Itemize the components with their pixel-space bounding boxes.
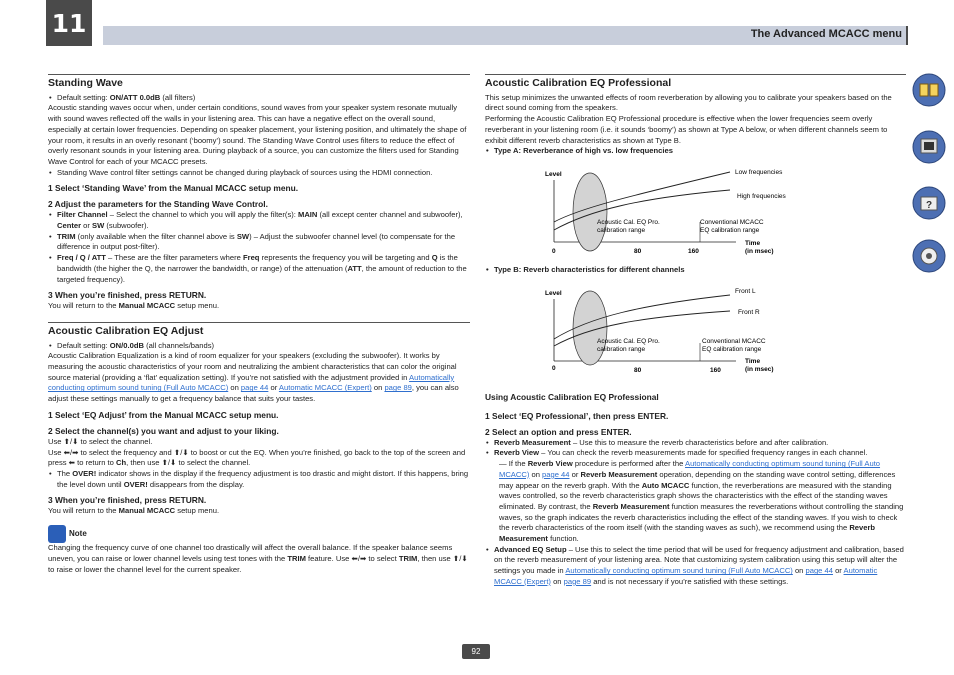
- sw-filter-channel: • Filter Channel – Select the channel to which you will apply the filter(s): MAIN (all except center channel and subwoofer), Center or SW (subwoofer).: [48, 210, 470, 231]
- chart-b-front-l-label: Front L: [735, 288, 756, 295]
- link-auto-mcacc-expert-2[interactable]: Automatic MCACC (Expert): [494, 566, 878, 586]
- chart-a-tick-160-label: 160: [688, 248, 699, 255]
- link-page-44[interactable]: page 44: [240, 383, 269, 393]
- pro-step-1: 1 Select ‘EQ Professional’, then press ENTER.: [485, 410, 669, 421]
- chapter-number: 11: [46, 0, 92, 46]
- right-column: [485, 74, 906, 157]
- eq-step-2: 2 Select the channel(s) you want and adjust to your liking.: [48, 425, 279, 436]
- chart-a-conv2: EQ calibration range: [700, 227, 760, 234]
- chart-a-acal: Acoustic Cal. EQ Pro.: [597, 219, 660, 226]
- remote-control-icon[interactable]: [912, 130, 946, 164]
- right-column-lower: [485, 392, 906, 588]
- sw-return: You will return to the Manual MCACC setup menu.: [48, 301, 220, 311]
- chart-b-level: Level: [545, 290, 562, 297]
- eq-step-1: 1 Select ‘EQ Adjust’ from the Manual MCACC setup menu.: [48, 409, 279, 420]
- link-page-44-2[interactable]: page 44: [542, 469, 570, 479]
- chart-b-conv2: EQ calibration range: [702, 346, 762, 353]
- eq-adjust-body: Acoustic Calibration Equalization is a kind of room equalizer for your speakers (excluding the subwoofer). It works by measuring the acoustic characteristics of your room and neutralizing the ambient characteristics that can color the original source material (providing a ‘flat’ equalization setting). If you’re not satisfied with the adjustment provided in Automatically conducting optimum sound tuning (Full Auto MCACC) on page 44 or Automatic MCACC (Expert) on page 89, you can also adjust these settings manually to get a frequency balance that suits your tastes.: [48, 351, 459, 404]
- reverb-chart-type-b: [540, 281, 800, 381]
- chart-b-tick-0-label: 0: [552, 365, 556, 372]
- standing-wave-body: Acoustic standing waves occur when, under certain conditions, sound waves from your speaker system resonate mutually with sound waves reflected off the walls in your listening area. This can have a negative effect on the overall sound, especially at certain lower frequencies. Depending on speaker placement, your listening position, and ultimately the shape of your room, it results in an overly resonant (‘boomy’) sound. The Standing Wave Control uses filters to reduce the effect of overly resonant sounds in your listening area. During playback of a source, you can customize the filters used for Standing Wave Control for each of your MCACC presets.: [48, 103, 467, 166]
- chart-b-tick-160-label: 160: [710, 367, 721, 374]
- link-full-auto-mcacc-3[interactable]: Automatically conducting optimum sound tuning (Full Auto MCACC): [565, 566, 793, 576]
- link-full-auto-mcacc-2[interactable]: Automatically conducting optimum sound tuning (Full Auto MCACC): [499, 459, 881, 479]
- eq-return: You will return to the Manual MCACC setup menu.: [48, 506, 220, 516]
- link-auto-mcacc-expert[interactable]: Automatic MCACC (Expert): [278, 383, 372, 393]
- standing-wave-heading: Standing Wave: [48, 74, 470, 89]
- type-b-caption: • Type B: Reverb characteristics for different channels: [485, 265, 906, 276]
- type-b-caption-wrap: [485, 265, 906, 276]
- chart-a-conv: Conventional MCACC: [700, 219, 764, 226]
- link-page-89-2[interactable]: page 89: [563, 576, 592, 586]
- chart-a-time: Time: [745, 240, 761, 247]
- chart-a-unit: (in msec): [745, 248, 774, 255]
- standing-wave-bullet: • Standing Wave control filter settings cannot be changed during playback of sources using the HDMI connection.: [48, 168, 470, 179]
- chart-a-low-label: Low frequencies: [735, 169, 783, 176]
- note-body: Changing the frequency curve of one channel too drastically will affect the overall balance. If the speaker balance seems uneven, you can raise or lower channel levels using test tones with the TRIM feature. Use ⬅/➡ to select TRIM, then use ⬆/⬇ to raise or lower the channel level for the current speaker.: [48, 543, 468, 574]
- eq-over-bullet: • The OVER! indicator shows in the display if the frequency adjustment is too drastic and might distort. If this happens, bring the level down until OVER! disappears from the display.: [48, 469, 470, 490]
- eq-use-2: Use ⬅/➡ to select the frequency and ⬆/⬇ to boost or cut the EQ. When you’re finished, go back to the top of the screen and press ⬅ to return to Ch, then use ⬆/⬇ to select the channel.: [48, 447, 466, 468]
- sw-step-3: 3 When you’re finished, press RETURN.: [48, 290, 207, 301]
- chart-b-unit: (in msec): [745, 366, 774, 373]
- eq-step-3: 3 When you’re finished, press RETURN.: [48, 495, 207, 506]
- chart-b-conv: Conventional MCACC: [702, 338, 766, 345]
- left-column: [48, 74, 470, 575]
- reverb-view-item: • Reverb View – You can check the reverb measurements made for specified frequency ranges in each channel.: [485, 448, 906, 459]
- book-icon[interactable]: [912, 73, 946, 107]
- sw-trim: • TRIM (only available when the filter channel above is SW) – Adjust the subwoofer channel level (to compensate for the difference in output post-filter).: [48, 232, 470, 253]
- chart-a-level: Level: [545, 171, 562, 178]
- pro-step-2: 2 Select an option and press ENTER.: [485, 426, 632, 437]
- sw-step-2: 2 Adjust the parameters for the Standing Wave Control.: [48, 199, 268, 210]
- eq-adjust-default: • Default setting: ON/0.0dB (all channels/bands): [48, 341, 470, 352]
- svg-text:?: ?: [926, 200, 933, 211]
- link-page-89[interactable]: page 89: [384, 383, 412, 393]
- sw-freq: • Freq / Q / ATT – These are the filter parameters where Freq represents the frequency you will be targeting and Q is the bandwidth (the higher the Q, the narrower the bandwidth, or range) of the attenuation (ATT, the amount of reduction to the targeted frequency).: [48, 253, 470, 285]
- help-icon[interactable]: [912, 186, 946, 220]
- standing-wave-default: • Default setting: ON/ATT 0.0dB (all filters): [48, 93, 470, 104]
- chart-a-acal2: calibration range: [597, 227, 646, 234]
- chart-b-tick-80-label: 80: [634, 367, 642, 374]
- chart-b-time: Time: [745, 358, 761, 365]
- page-number: 92: [462, 644, 490, 659]
- note-icon: [48, 525, 66, 543]
- reverb-chart-type-a: [540, 162, 800, 262]
- chart-a-tick-0-label: 0: [552, 248, 556, 255]
- chart-b-acal2: calibration range: [597, 346, 646, 353]
- eq-pro-body-2: Performing the Acoustic Calibration EQ Professional procedure is effective when the lower frequencies seem overly reverberant in your listening room (i.e. it sounds ‘boomy’) as shown at Type A below, or when different channels seem to exhibit different reverb characteristics as shown at Type B.: [485, 114, 888, 145]
- dial-icon[interactable]: [912, 239, 946, 273]
- header-title: The Advanced MCACC menu: [750, 28, 902, 40]
- reverb-view-detail: — If the Reverb View procedure is performed after the Automatically conducting optimum sound tuning (Full Auto MCACC) on page 44 or Reverb Measurement operation, depending on the standing wave control setting, differences may appear on the reverb graph. With the Auto MCACC function, the reverberations are measured with the standing waves controlled, so the reverb characteristics graph shows the characteristics with the effect of the standing waves eliminated. By contrast, the Reverb Measurement function measures the reverberations without controlling the standing waves, so the graph indicates the reverb characteristics including the effect of the standing waves. If you wish to check the reverb characteristics of the room itself (with the standing waves as such), we recommend using the Reverb Measurement function.: [499, 459, 904, 544]
- chart-b-acal: Acoustic Cal. EQ Pro.: [597, 338, 660, 345]
- sw-step-1: 1 Select ‘Standing Wave’ from the Manual MCACC setup menu.: [48, 183, 299, 194]
- advanced-eq-setup-item: • Advanced EQ Setup – Use this to select the time period that will be used for frequency adjustment and calibration, based on the reverb measurement of your listening area. Note that customizing system calibration using this setup will alter the settings you made in Automatically conducting optimum sound tuning (Full Auto MCACC) on page 44 or Automatic MCACC (Expert) on page 89 and is not necessary if you’re satisfied with these settings.: [485, 545, 906, 588]
- using-eq-pro-heading: Using Acoustic Calibration EQ Professional: [485, 392, 659, 402]
- eq-pro-body-1: This setup minimizes the unwanted effects of room reverberation by allowing you to calibrate your speakers based on the direct sound coming from the speakers.: [485, 92, 892, 113]
- eq-pro-heading: Acoustic Calibration EQ Professional: [485, 74, 906, 89]
- note-label: Note: [69, 528, 87, 538]
- chart-b-front-r-label: Front R: [738, 309, 760, 316]
- chart-a-tick-80-label: 80: [634, 248, 642, 255]
- type-a-caption: • Type A: Reverberance of high vs. low frequencies: [485, 146, 906, 157]
- eq-adjust-heading: Acoustic Calibration EQ Adjust: [48, 322, 470, 337]
- link-page-44-3[interactable]: page 44: [805, 566, 833, 576]
- chart-a-high-label: High frequencies: [737, 193, 786, 200]
- eq-use-1: Use ⬆/⬇ to select the channel.: [48, 436, 153, 446]
- link-full-auto-mcacc[interactable]: Automatically conducting optimum sound tuning (Full Auto MCACC): [48, 372, 455, 393]
- reverb-measurement-item: • Reverb Measurement – Use this to measure the reverb characteristics before and after calibration.: [485, 438, 906, 449]
